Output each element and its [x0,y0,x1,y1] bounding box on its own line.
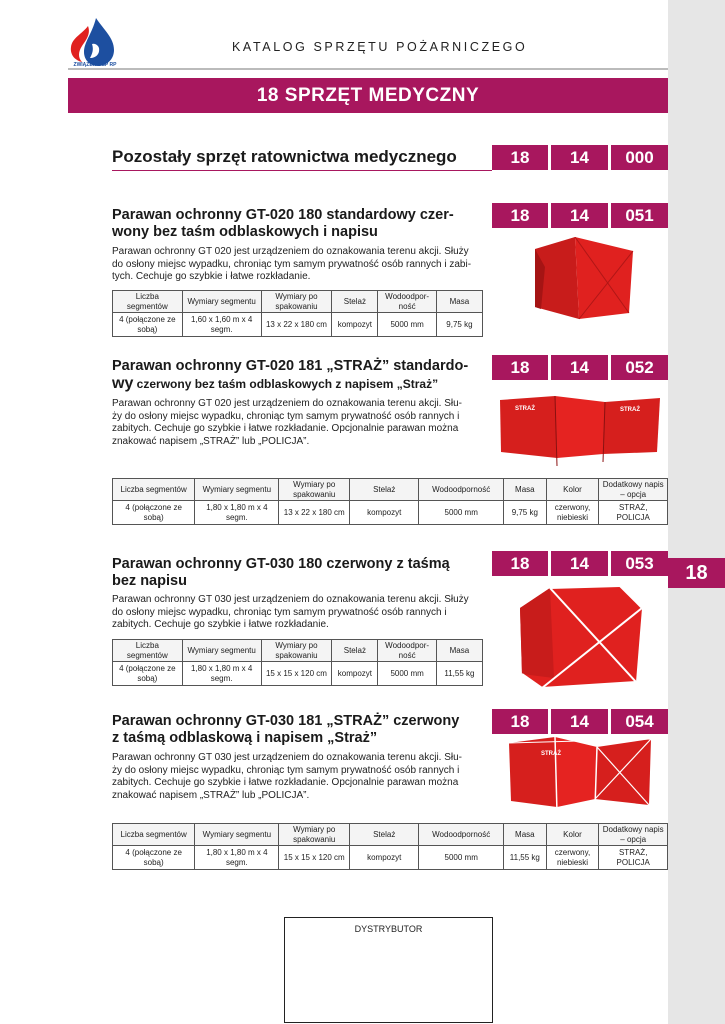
distributor-label: DYSTRYBUTOR [354,924,423,934]
spec-table: Liczba segmentów Wymiary segmentu Wymiary po spakowaniu Stelaż Wodoodporność Masa Kolor Dodatkowy napis – opcja 4 (połączone ze sobą) 1,80 x 1,80 m x 4 segm. 13 x 22 x 180 cm kompozyt 5000 mm 9,75 kg czerwony, niebieski STRAŻ, POLICJA [112,478,668,525]
product-title: Parawan ochronny GT-030 180 czerwony z taśmą bez napisu [112,556,450,589]
chapter-banner: 18 SPRZĘT MEDYCZNY [68,78,668,113]
product-photo [495,392,665,470]
photo-label: STRAŻ [541,751,561,757]
code-subgroup: 14 [551,145,608,170]
header-divider [68,68,668,70]
product-description: Parawan ochronny GT 020 jest urządzeniem do oznakowania terenu akcji. Służy do osłony miejsc wypadku, chroniąc tym samym prywatność osób rannych i zabi- tych. Cechuje go szybkie i łatwe rozkładanie. [112,246,472,282]
product-photo [505,735,655,815]
code-subgroup: 14 [551,203,608,228]
code-subgroup: 14 [551,551,608,576]
code-group: 18 [492,145,548,170]
product-description: Parawan ochronny GT 030 jest urządzeniem do oznakowania terenu akcji. Służy do osłony miejsc wypadku, chroniąc tym samym prywatność osób rannych i zabitych. Cechuje go szybkie i łatwe rozkładanie. [112,594,469,630]
right-sidebar-strip [668,0,725,1024]
product-title: Parawan ochronny GT-020 181 „STRAŻ” standardo- wy czerwony bez taśm odblaskowych z napisem „Straż” [112,358,469,392]
code-group: 18 [492,709,548,734]
section-underline [112,170,492,171]
code-group: 18 [492,551,548,576]
product-description: Parawan ochronny GT 030 jest urządzeniem do oznakowania terenu akcji. Słu- ży do osłony miejsc wypadku, chroniąc tym samym prywatność osób rannych i zabitych. Cechuje go szybkie i łatwe rozkładanie. Opcjonalnie parawan można znakować napisem „STRAŻ” lub „POLICJA”. [112,752,463,801]
spec-table: Liczba segmentów Wymiary segmentu Wymiary po spakowaniu Stelaż Wodoodpor-ność Masa 4 (połączone ze sobą) 1,80 x 1,80 m x 4 segm. 15 x 15 x 120 cm kompozyt 5000 mm 11,55 kg [112,639,483,686]
code-item: 052 [611,355,668,380]
chapter-side-tab: 18 [668,558,725,588]
code-item: 000 [611,145,668,170]
product-title: Parawan ochronny GT-030 181 „STRAŻ” czerwony z taśmą odblaskową i napisem „Straż” [112,713,460,746]
product-photo [505,237,650,327]
photo-label: STRAŻ [620,407,640,413]
photo-label: STRAŻ [515,406,535,412]
spec-table: Liczba segmentów Wymiary segmentu Wymiary po spakowaniu Stelaż Wodoodpor-ność Masa 4 (połączone ze sobą) 1,60 x 1,60 m x 4 segm. 13 x 22 x 180 cm kompozyt 5000 mm 9,75 kg [112,290,483,337]
code-item: 051 [611,203,668,228]
code-item: 053 [611,551,668,576]
catalog-title: KATALOG SPRZĘTU POŻARNICZEGO [232,40,528,54]
code-subgroup: 14 [551,709,608,734]
spec-table: Liczba segmentów Wymiary segmentu Wymiary po spakowaniu Stelaż Wodoodporność Masa Kolor Dodatkowy napis – opcja 4 (połączone ze sobą) 1,80 x 1,80 m x 4 segm. 15 x 15 x 120 cm kompozyt 5000 mm 11,55 kg czerwony, niebieski STRAŻ, POLICJA [112,823,668,870]
product-title: Parawan ochronny GT-020 180 standardowy czer- wony bez taśm odblaskowych i napisu [112,207,454,240]
product-photo [510,578,655,693]
code-group: 18 [492,355,548,380]
distributor-box [284,917,493,1023]
product-description: Parawan ochronny GT 020 jest urządzeniem do oznakowania terenu akcji. Słu- ży do osłony miejsc wypadku, chroniąc tym samym prywatność osób rannych i zabitych. Cechuje go szybkie i łatwe rozkładanie. Opcjonalnie parawan można znakować napisem „STRAŻ” lub „POLICJA”. [112,398,463,447]
logo-caption: ZWIĄZEK OSP RP [73,62,117,68]
section-title: Pozostały sprzęt ratownictwa medycznego [112,147,457,166]
code-group: 18 [492,203,548,228]
code-item: 054 [611,709,668,734]
code-subgroup: 14 [551,355,608,380]
